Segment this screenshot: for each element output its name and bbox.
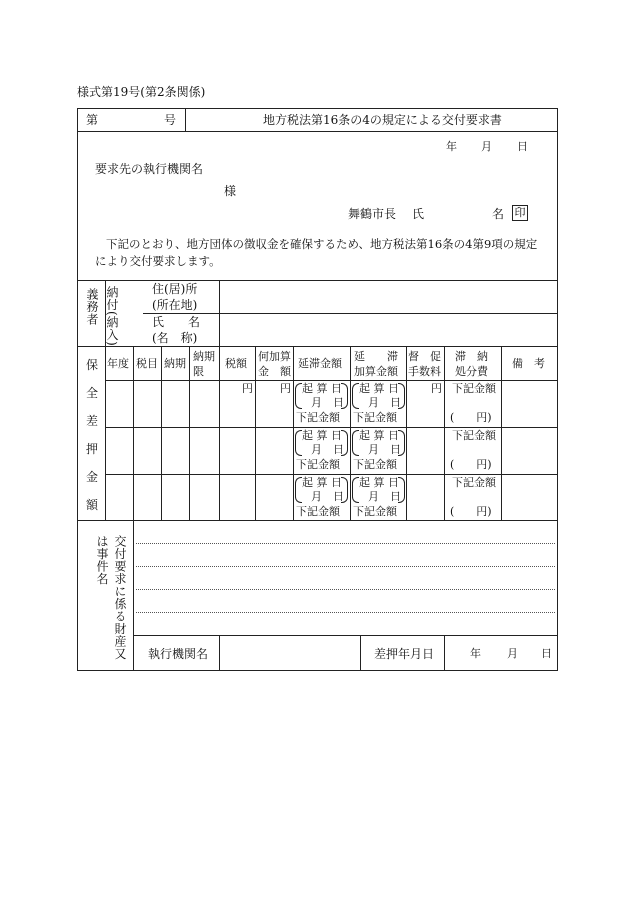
amount-side-gaku: 額 — [86, 498, 99, 512]
header-noukigen-1: 納期 — [193, 350, 215, 363]
entai-kisan-line1: 起 算 日 — [302, 476, 342, 489]
yen-zeigaku: 円 — [242, 382, 253, 395]
date-year: 年 — [446, 140, 457, 153]
seizure-month: 月 — [507, 647, 518, 660]
header-zeimoku: 税目 — [136, 357, 158, 370]
header-noukigen-2: 限 — [193, 365, 204, 378]
name-label-2: (名 称) — [152, 331, 198, 345]
entai-kasan-kisan-line2: 月 日 — [368, 396, 401, 409]
taxpayer-side-nofu: 納付(納入) — [105, 286, 119, 347]
yen-tokusoku: 円 — [431, 382, 442, 395]
entai-kasan-kisan-line1: 起 算 日 — [359, 476, 399, 489]
tainou-kaki-kingaku: 下記金額 — [452, 476, 496, 489]
header-nouki: 納期 — [164, 357, 186, 370]
header-kasan-2: 金 額 — [258, 365, 291, 378]
addressee-sama: 様 — [224, 184, 237, 198]
entai-kasan-kaki-kingaku: 下記金額 — [353, 458, 397, 471]
entai-kasan-kaki-kingaku: 下記金額 — [353, 505, 397, 518]
taxpayer-side-gimusha: 義務者 — [85, 288, 99, 326]
header-entai: 延滞金額 — [298, 357, 342, 370]
form-number: 様式第19号(第2条関係) — [77, 85, 206, 99]
header-zeigaku: 税額 — [225, 357, 247, 370]
issuer-mei: 名 — [492, 207, 505, 221]
header-biko: 備 考 — [512, 357, 545, 370]
body-line-1: 下記のとおり、地方団体の徴収金を確保するため、地方税法第16条の4第9項の規定 — [106, 237, 538, 251]
entai-kisan-line2: 月 日 — [311, 490, 344, 503]
tainou-yen-paren: ( 円) — [450, 505, 492, 518]
amount-side-kin: 金 — [86, 470, 99, 484]
header-tainou-1: 滞 納 — [455, 350, 488, 363]
entai-kaki-kingaku: 下記金額 — [296, 458, 340, 471]
issuer: 舞鶴市長 — [348, 207, 397, 221]
entai-kisan-line1: 起 算 日 — [302, 382, 342, 395]
document-number-dai: 第 — [86, 113, 99, 127]
address-label-2: (所在地) — [152, 298, 198, 312]
header-entai-kasan-2: 加算金額 — [354, 365, 398, 378]
date-day: 日 — [517, 140, 528, 153]
seizure-day: 日 — [541, 647, 552, 660]
entai-kisan-line2: 月 日 — [311, 396, 344, 409]
entai-kaki-kingaku: 下記金額 — [296, 505, 340, 518]
header-kasan-1: 何加算 — [258, 350, 291, 363]
body-line-2: により交付要求します。 — [95, 254, 221, 268]
document-number-go: 号 — [164, 113, 177, 127]
name-label-1: 氏 名 — [152, 315, 201, 329]
amount-side-zen: 全 — [86, 386, 99, 400]
document-title: 地方税法第16条の4の規定による交付要求書 — [263, 113, 502, 127]
addressee-label: 要求先の執行機関名 — [95, 162, 204, 176]
header-tokusoku-2: 手数料 — [408, 365, 441, 378]
seal-stamp: 印 — [512, 205, 528, 221]
entai-kasan-kisan-line2: 月 日 — [368, 490, 401, 503]
header-tokusoku-1: 督 促 — [408, 350, 441, 363]
amount-side-sa: 差 — [86, 414, 99, 428]
entai-kaki-kingaku: 下記金額 — [296, 411, 340, 424]
executor-label: 執行機関名 — [148, 647, 209, 661]
tainou-yen-paren: ( 円) — [450, 458, 492, 471]
date-month: 月 — [481, 140, 492, 153]
header-nendo: 年度 — [107, 357, 129, 370]
entai-kasan-kaki-kingaku: 下記金額 — [353, 411, 397, 424]
entai-kasan-kisan-line2: 月 日 — [368, 443, 401, 456]
amount-side-ho: 保 — [86, 358, 99, 372]
entai-kasan-kisan-line1: 起 算 日 — [359, 429, 399, 442]
property-side-label: 交付要求に係る財産又は事件名 — [95, 535, 127, 660]
entai-kasan-kisan-line1: 起 算 日 — [359, 382, 399, 395]
seizure-date-label: 差押年月日 — [374, 647, 435, 661]
header-entai-kasan-1: 延 滞 — [354, 350, 398, 363]
address-label-1: 住(居)所 — [152, 282, 198, 296]
yen-kasan: 円 — [280, 382, 291, 395]
entai-kisan-line2: 月 日 — [311, 443, 344, 456]
tainou-kaki-kingaku: 下記金額 — [452, 382, 496, 395]
amount-side-o: 押 — [86, 442, 99, 456]
issuer-shi: 氏 — [412, 207, 425, 221]
entai-kisan-line1: 起 算 日 — [302, 429, 342, 442]
header-tainou-2: 処分費 — [455, 365, 488, 378]
seizure-year: 年 — [470, 647, 481, 660]
tainou-yen-paren: ( 円) — [450, 411, 492, 424]
tainou-kaki-kingaku: 下記金額 — [452, 429, 496, 442]
